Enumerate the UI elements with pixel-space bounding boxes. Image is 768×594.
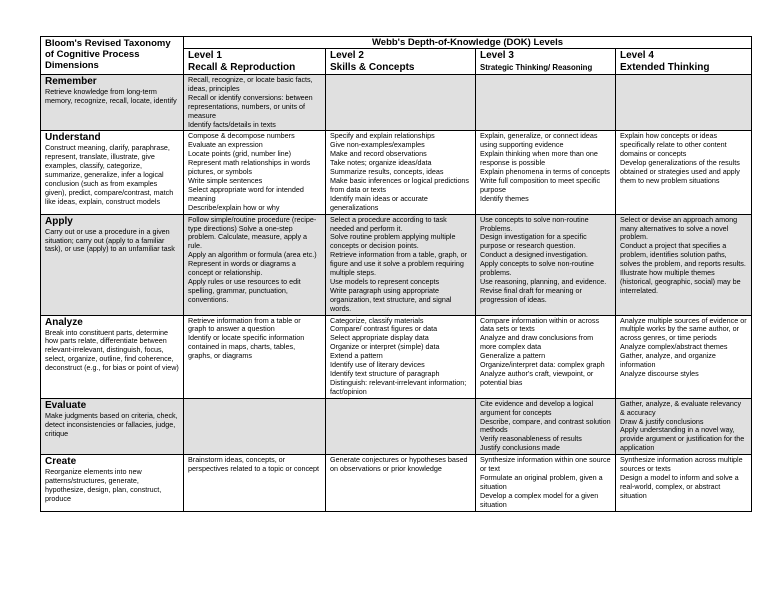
cell-item: Use reasoning, planning, and evidence. xyxy=(480,276,607,286)
cell-item: Give non-examples/examples xyxy=(330,140,425,150)
bloom-category-cell xyxy=(41,131,184,214)
cell-item: Write paragraph using appropriate organization, text structure, and signal words. xyxy=(330,285,452,313)
bloom-category-description: Break into constituent parts, determine how parts relate, differentiate between relevant-irrelevant, distinguish, focus, select, organize, outline, find coherence, deconstruct (e.g., for bias or point of view) xyxy=(45,327,179,373)
bloom-row-evaluate xyxy=(41,398,752,454)
bloom-row-remember xyxy=(41,75,752,131)
cell-item: Solve routine problem applying multiple concepts or decision points. xyxy=(330,232,456,251)
bloom-category-description: Carry out or use a procedure in a given situation; carry out (apply to a familiar task), or use (apply) to an unfamiliar task xyxy=(45,226,175,254)
cell-item: Design a model to inform and solve a real-world, complex, or abstract situation xyxy=(620,472,739,500)
cell-item: Gather, analyze, and organize information xyxy=(620,351,716,370)
bloom-category-name: Understand xyxy=(45,132,101,144)
matrix-body xyxy=(41,75,752,512)
cell-item: Compose & decompose numbers xyxy=(188,131,295,141)
bloom-row-apply xyxy=(41,214,752,315)
cell-item: Design investigation for a specific purpose or research question. xyxy=(480,232,587,251)
cell-item: Generalize a pattern xyxy=(480,351,546,361)
dok-level-1-cell xyxy=(184,398,326,454)
dok-level-3-cell xyxy=(476,315,616,398)
cell-item: Select appropriate word for intended meaning xyxy=(188,184,304,203)
cell-item: Explain thinking when more than one response is possible xyxy=(480,149,598,168)
cell-item: Evaluate an expression xyxy=(188,140,263,150)
cell-item: Analyze author's craft, viewpoint, or potential bias xyxy=(480,369,594,387)
dok-level-4-cell xyxy=(616,455,752,511)
dok-level-4-cell xyxy=(616,214,752,315)
level-4-header xyxy=(616,49,752,75)
cell-item: Develop generalizations of the results obtained or strategies used and apply them to new problem situations xyxy=(620,158,740,185)
cell-item: Verify reasonableness of results xyxy=(480,434,582,444)
bloom-row-understand xyxy=(41,131,752,214)
cell-item: Analyze discourse styles xyxy=(620,369,699,378)
cell-item: Analyze multiple sources of evidence or multiple works by the same author, or across genres, or time periods xyxy=(620,315,747,343)
bloom-header: Bloom's Revised Taxonomy of Cognitive Process Dimensions xyxy=(41,37,184,75)
cell-item: Organize or interpret (simple) data xyxy=(330,342,440,352)
bloom-category-cell xyxy=(41,455,184,511)
cell-item: Apply concepts to solve non-routine problems. xyxy=(480,259,594,278)
bloom-category-name: Remember xyxy=(45,76,97,87)
cell-item: Summarize results, concepts, ideas xyxy=(330,167,444,177)
level-2-header xyxy=(326,49,476,75)
cell-item: Revise final draft for meaning or progression of ideas. xyxy=(480,285,582,304)
dok-level-4-cell xyxy=(616,131,752,214)
dok-bloom-matrix xyxy=(40,36,752,512)
cell-item: Specify and explain relationships xyxy=(330,131,435,141)
bloom-category-name: Evaluate xyxy=(45,399,87,411)
bloom-category-description: Construct meaning, clarify, paraphrase, represent, translate, illustrate, give examples, classify, categorize, summarize, generalize, infer a logical conclusion (such as from examples given), predict, compare/contrast, match like ideas, explain, construct models xyxy=(45,143,174,206)
cell-item: Identify themes xyxy=(480,193,529,203)
cell-item: Represent in words or diagrams a concept or relationship. xyxy=(188,259,296,278)
dok-level-2-cell xyxy=(326,214,476,315)
cell-item: Locate points (grid, number line) xyxy=(188,149,292,159)
dok-level-1-cell xyxy=(184,131,326,214)
cell-item: Apply understanding in a novel way, provide argument or justification for the application xyxy=(620,425,745,453)
cell-item: Take notes; organize ideas/data xyxy=(330,158,432,168)
dok-level-3-cell xyxy=(476,214,616,315)
dok-level-2-cell xyxy=(326,131,476,214)
cell-item: Explain phenomena in terms of concepts xyxy=(480,167,610,177)
cell-item: Gather, analyze, & evaluate relevancy & accuracy xyxy=(620,398,742,417)
cell-item: Select appropriate display data xyxy=(330,333,429,343)
cell-item: Explain, generalize, or connect ideas using supporting evidence xyxy=(480,131,598,150)
bloom-category-cell xyxy=(41,398,184,454)
cell-item: Recall or identify conversions: between representations, numbers, or units of measure xyxy=(188,92,313,120)
cell-item: Compare information within or across data sets or texts xyxy=(480,315,600,334)
cell-item: Develop a complex model for a given situation xyxy=(480,490,599,509)
cell-item: Identify use of literary devices xyxy=(330,360,425,370)
webb-dok-header: Webb's Depth-of-Knowledge (DOK) Levels xyxy=(184,37,752,49)
cell-item: Illustrate how multiple themes (historical, geographic, social) may be interrelated. xyxy=(620,268,741,295)
level-name: Strategic Thinking/ Reasoning xyxy=(480,62,593,72)
level-number: Level 4 xyxy=(620,50,654,61)
cell-item: Synthesize information across multiple sources or texts xyxy=(620,455,743,474)
bloom-category-cell xyxy=(41,75,184,131)
bloom-category-description: Make judgments based on criteria, check, detect inconsistencies or fallacies, judge, critique xyxy=(45,410,178,438)
bloom-category-name: Apply xyxy=(45,215,73,227)
cell-item: Formulate an original problem, given a situation xyxy=(480,472,603,491)
dok-level-2-cell xyxy=(326,75,476,131)
level-3-header xyxy=(476,49,616,75)
cell-item: Identify or locate specific information contained in maps, charts, tables, graphs, or diagrams xyxy=(188,333,305,361)
dok-level-3-cell xyxy=(476,398,616,454)
dok-level-3-cell xyxy=(476,455,616,511)
cell-item: Use models to represent concepts xyxy=(330,276,440,286)
cell-item: Identify facts/details in texts xyxy=(188,119,276,129)
dok-level-2-cell xyxy=(326,398,476,454)
dok-level-3-cell xyxy=(476,75,616,131)
dok-level-3-cell xyxy=(476,131,616,214)
cell-item: Distinguish: relevant-irrelevant information; fact/opinion xyxy=(330,377,467,396)
level-name: Recall & Reproduction xyxy=(188,61,296,73)
cell-item: Explain how concepts or ideas specifically relate to other content domains or concepts xyxy=(620,131,727,159)
bloom-category-cell xyxy=(41,214,184,315)
level-name: Extended Thinking xyxy=(620,61,710,73)
cell-item: Follow simple/routine procedure (recipe-type directions) Solve a one-step problem. Calculate, measure, apply a rule. xyxy=(188,214,317,251)
cell-item: Justify conclusions made xyxy=(480,443,560,453)
dok-level-1-cell xyxy=(184,455,326,511)
level-1-header xyxy=(184,49,326,75)
dok-level-4-cell xyxy=(616,315,752,398)
dok-level-1-cell xyxy=(184,315,326,398)
cell-item: Conduct a designed investigation. xyxy=(480,250,588,260)
cell-item: Apply rules or use resources to edit spelling, grammar, punctuation, conventions. xyxy=(188,276,301,304)
cell-item: Select a procedure according to task needed and perform it. xyxy=(330,214,447,233)
cell-item: Compare/ contrast figures or data xyxy=(330,324,438,334)
cell-item: Draw & justify conclusions xyxy=(620,416,704,426)
cell-item: Extend a pattern xyxy=(330,351,383,361)
cell-item: Synthesize information within one source or text xyxy=(480,455,611,474)
bloom-category-name: Analyze xyxy=(45,316,83,328)
dok-level-4-cell xyxy=(616,398,752,454)
dok-level-2-cell xyxy=(326,315,476,398)
cell-item: Apply an algorithm or formula (area etc.) xyxy=(188,250,317,260)
cell-item: Represent math relationships in words pictures, or symbols xyxy=(188,158,311,177)
bloom-category-cell xyxy=(41,315,184,398)
cell-item: Conduct a project that specifies a problem, identifies solution paths, solves the problem, and reports results. xyxy=(620,241,746,269)
level-number: Level 1 xyxy=(188,50,222,61)
cell-item: Write full composition to meet specific purpose xyxy=(480,175,601,194)
cell-item: Retrieve information from a table or graph to answer a question xyxy=(188,315,301,334)
dok-level-2-cell xyxy=(326,455,476,511)
bloom-category-description: Reorganize elements into new patterns/structures, generate, hypothesize, design, plan, construct, produce xyxy=(45,467,162,503)
level-number: Level 3 xyxy=(480,50,514,61)
cell-item: Recall, recognize, or locate basic facts, ideas, principles xyxy=(188,75,313,93)
cell-item: Identify text structure of paragraph xyxy=(330,369,440,378)
bloom-category-description: Retrieve knowledge from long-term memory, recognize, recall, locate, identify xyxy=(45,87,177,105)
cell-item: Cite evidence and develop a logical argument for concepts xyxy=(480,398,594,417)
cell-item: Select or devise an approach among many alternatives to solve a novel problem. xyxy=(620,214,738,242)
dok-level-1-cell xyxy=(184,214,326,315)
dok-level-4-cell xyxy=(616,75,752,131)
cell-item: Describe, compare, and contrast solution methods xyxy=(480,416,611,435)
level-number: Level 2 xyxy=(330,50,364,61)
cell-item: Organize/interpret data: complex graph xyxy=(480,360,605,370)
cell-item: Analyze and draw conclusions from more complex data xyxy=(480,333,594,352)
dok-level-1-cell xyxy=(184,75,326,131)
bloom-row-create xyxy=(41,455,752,511)
cell-item: Brainstorm ideas, concepts, or perspectives related to a topic or concept xyxy=(188,455,320,474)
cell-item: Generate conjectures or hypotheses based on observations or prior knowledge xyxy=(330,455,468,474)
cell-item: Retrieve information from a table, graph, or figure and use it solve a problem requiring multiple steps. xyxy=(330,250,468,278)
cell-item: Categorize, classify materials xyxy=(330,315,424,325)
level-name: Skills & Concepts xyxy=(330,61,415,73)
cell-item: Make and record observations xyxy=(330,149,427,159)
bloom-category-name: Create xyxy=(45,456,77,468)
cell-item: Identify main ideas or accurate generalizations xyxy=(330,193,428,212)
cell-item: Analyze complex/abstract themes xyxy=(620,342,728,352)
cell-item: Use concepts to solve non-routine Problems. xyxy=(480,214,589,233)
cell-item: Make basic inferences or logical predictions from data or texts xyxy=(330,175,470,194)
cell-item: Describe/explain how or why xyxy=(188,202,280,212)
bloom-row-analyze xyxy=(41,315,752,398)
cell-item: Write simple sentences xyxy=(188,175,263,185)
